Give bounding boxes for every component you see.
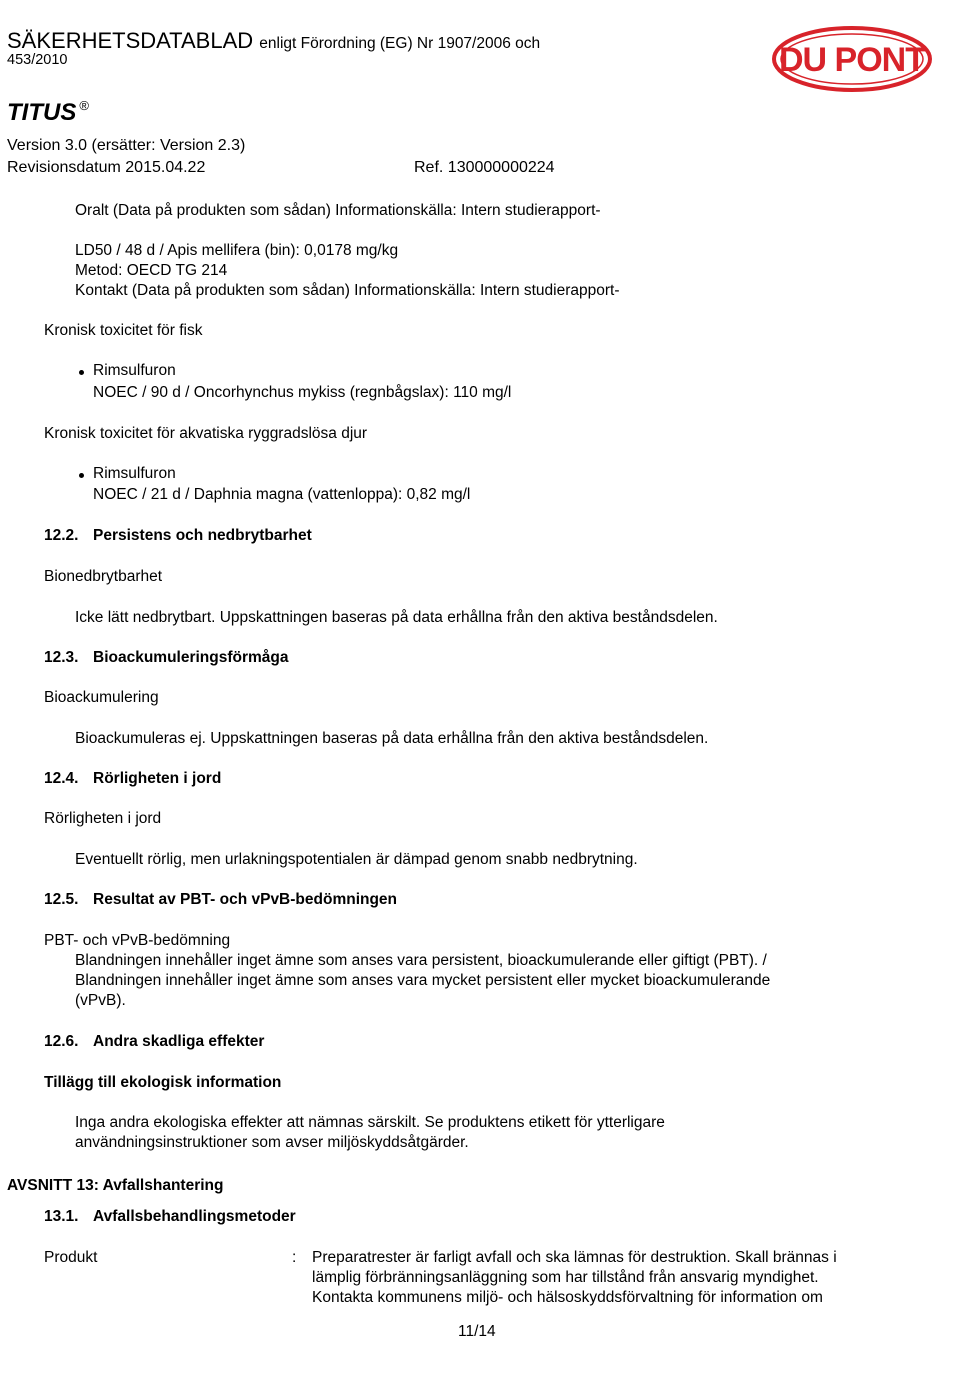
bullet-icon [79,473,84,478]
chronic-fish-label: Kronisk toxicitet för fisk [44,322,203,339]
additional-info-line1: Inga andra ekologiska effekter att nämnas särskilt. Se produktens etikett för ytterligare [75,1114,665,1131]
section-12-4-title: Rörligheten i jord [93,770,222,787]
mobility-text: Eventuellt rörlig, men urlakningspotentialen är dämpad genom snabb nedbrytning. [75,851,638,868]
product-colon: : [292,1249,297,1266]
version-info: Version 3.0 (ersätter: Version 2.3) [7,137,246,154]
mobility-label: Rörligheten i jord [44,810,162,827]
section-13-1-number: 13.1. [44,1208,79,1225]
section-12-5-number: 12.5. [44,891,79,908]
document-title-line2: 453/2010 [7,52,68,68]
additional-info-title: Tillägg till ekologisk information [44,1074,282,1091]
product-label: Produkt [44,1249,98,1266]
contact-source: Kontakt (Data på produkten som sådan) Informationskälla: Intern studierapport- [75,282,620,299]
bioaccumulation-label: Bioackumulering [44,689,159,706]
pbt-label: PBT- och vPvB-bedömning [44,932,231,949]
invertebrate-substance: Rimsulfuron [93,465,176,482]
section-12-6-number: 12.6. [44,1033,79,1050]
product-text-line3: Kontakta kommunens miljö- och hälsoskyddsförvaltning för information om [312,1289,823,1306]
svg-text:DU PONT: DU PONT [779,41,925,79]
section-13-1-title: Avfallsbehandlingsmetoder [93,1208,296,1225]
section-12-5-title: Resultat av PBT- och vPvB-bedömningen [93,891,398,908]
product-text-line1: Preparatrester är farligt avfall och ska lämnas för destruktion. Skall brännas i [312,1249,837,1266]
bullet-icon [79,370,84,375]
biodegradability-text: Icke lätt nedbrytbart. Uppskattningen baseras på data erhållna från den aktiva beståndsdelen. [75,609,718,626]
biodegradability-label: Bionedbrytbarhet [44,568,163,585]
section-13-title: AVSNITT 13: Avfallshantering [7,1177,224,1194]
chronic-invertebrate-label: Kronisk toxicitet för akvatiska ryggradslösa djur [44,425,368,442]
section-12-3-number: 12.3. [44,649,79,666]
section-12-2-title: Persistens och nedbrytbarhet [93,527,312,544]
invertebrate-noec: NOEC / 21 d / Daphnia magna (vattenloppa): 0,82 mg/l [93,486,471,503]
additional-info-line2: användningsinstruktioner som avser miljöskyddsåtgärder. [75,1134,469,1151]
fish-substance: Rimsulfuron [93,362,176,379]
pbt-text-line1: Blandningen innehåller inget ämne som anses vara persistent, bioackumulerande eller giftigt (PBT). / [75,952,767,969]
page-number: 11/14 [458,1323,496,1340]
document-title: SÄKERHETSDATABLAD enligt Förordning (EG) Nr 1907/2006 och [7,28,541,53]
section-12-6-title: Andra skadliga effekter [93,1033,265,1050]
dupont-logo [772,26,932,92]
revision-date: Revisionsdatum 2015.04.22 [7,159,206,176]
pbt-text-line3: (vPvB). [75,992,126,1009]
pbt-text-line2: Blandningen innehåller inget ämne som anses vara mycket persistent eller mycket bioackumulerande [75,972,771,989]
bioaccumulation-text: Bioackumuleras ej. Uppskattningen baseras på data erhållna från den aktiva beståndsdelen. [75,730,709,747]
ld50-value: LD50 / 48 d / Apis mellifera (bin): 0,0178 mg/kg [75,242,399,259]
section-12-4-number: 12.4. [44,770,79,787]
oral-source: Oralt (Data på produkten som sådan) Informationskälla: Intern studierapport- [75,202,601,219]
product-text-line2: lämplig förbränningsanläggning som har tillstånd från ansvarig myndighet. [312,1269,819,1286]
reference-number: Ref. 130000000224 [414,159,555,176]
section-12-3-title: Bioackumuleringsförmåga [93,649,289,666]
fish-noec: NOEC / 90 d / Oncorhynchus mykiss (regnbågslax): 110 mg/l [93,384,512,401]
test-method: Metod: OECD TG 214 [75,262,228,279]
section-12-2-number: 12.2. [44,527,79,544]
product-name: TITUS ® [7,98,89,126]
